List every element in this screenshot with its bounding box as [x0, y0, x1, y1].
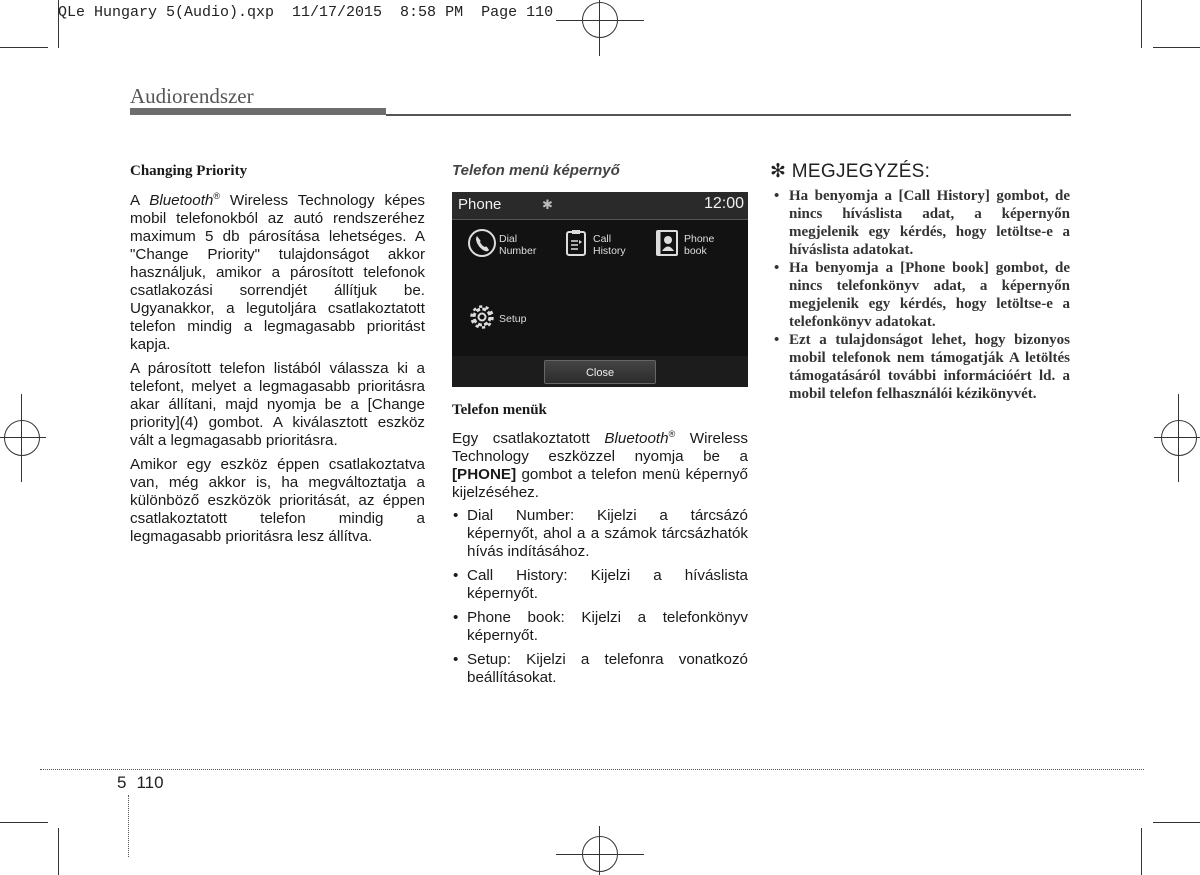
- gear-icon: [467, 302, 497, 332]
- telefon-menuk-heading: Telefon menük: [452, 402, 547, 418]
- list-item: • Call History: Kijelzi a híváslista képernyőt.: [452, 567, 748, 603]
- crop-mark: [1141, 0, 1142, 48]
- phone-book-label: Phone book: [684, 233, 715, 257]
- registration-line: [599, 0, 600, 56]
- crop-mark: [1141, 828, 1142, 875]
- close-button[interactable]: Close: [544, 360, 656, 384]
- chapter-number: 5: [117, 773, 127, 792]
- changing-priority-heading: Changing Priority: [130, 163, 248, 179]
- setup-button[interactable]: [467, 304, 562, 334]
- header-bar: [130, 108, 386, 115]
- bluetooth-icon: ✱: [542, 197, 553, 212]
- footer-divider-vertical: [128, 795, 129, 857]
- phone-menu-screen: [452, 192, 748, 387]
- screen-caption: Telefon menü képernyő: [452, 162, 620, 179]
- list-item: • Phone book: Kijelzi a telefonkönyv képernyőt.: [452, 609, 748, 645]
- list-item: • Dial Number: Kijelzi a tárcsázó képernyőt, ahol a a számok tárcsázhatók hívás indításához.: [452, 507, 748, 561]
- column-middle: [452, 162, 748, 693]
- page-number-value: 110: [136, 773, 164, 792]
- column-left: [130, 162, 425, 552]
- call-history-label: Call History: [593, 233, 626, 257]
- dial-number-button[interactable]: [467, 230, 562, 264]
- note-list: [770, 187, 1070, 403]
- registration-line: [0, 437, 46, 438]
- crop-mark: [58, 828, 59, 875]
- registration-line: [599, 826, 600, 875]
- list-item: • Setup: Kijelzi a telefonra vonatkozó beállításokat.: [452, 651, 748, 687]
- screen-clock: 12:00: [703, 195, 744, 212]
- dial-number-label: Dial Number: [499, 233, 537, 257]
- phone-handset-icon: [467, 228, 497, 258]
- list-item: • Ha benyomja a [Phone book] gombot, de nincs telefonkönyv adat, a képernyőn megjelenik egy kérdés, hogy letöltse-e a telefonkönyv adatokat.: [770, 259, 1070, 331]
- page-number: [117, 773, 164, 793]
- print-file-info: QLe Hungary 5(Audio).qxp 11/17/2015 8:58 PM Page 110: [58, 4, 554, 21]
- paragraph: Amikor egy eszköz éppen csatlakoztatva van, még akkor is, ha megváltoztatja a különböző eszközök prioritását, az éppen csatlakoztatott telefon mindig a legmagasabb prioritásra lesz állítva.: [130, 456, 425, 546]
- registration-line: [556, 854, 644, 855]
- crop-mark: [0, 822, 48, 823]
- call-history-button[interactable]: [564, 230, 654, 264]
- call-history-icon: [565, 229, 587, 257]
- registration-line: [1154, 437, 1200, 438]
- column-right: [770, 160, 1070, 403]
- registration-line: [556, 20, 644, 21]
- screen-title: Phone: [458, 196, 502, 213]
- crop-mark: [0, 47, 48, 48]
- paragraph: A Bluetooth® Wireless Technology képes mobil telefonokból az autó rendszeréhez maximum 5 db párosítása lehetséges. A "Change Priority" tulajdonságot akkor használjuk, amikor a párosított telefonok csatlakozási sorrendjét állítjuk be. Ugyanakkor, a legutoljára csatlakoztatott telefon mindig a legmagasabb prioritást kapja.: [130, 191, 425, 354]
- paragraph: A párosított telefon listából válassza ki a telefont, melyet a legmagasabb prioritásra akar állítani, majd nyomja be a [Change priority](4) gombot. A kiválasztott eszköz vált a legmagasabb prioritásra.: [130, 360, 425, 450]
- screen-status-bar: [452, 192, 748, 220]
- crop-mark: [1153, 822, 1200, 823]
- note-title: ✻ MEGJEGYZÉS:: [770, 161, 931, 182]
- phone-book-icon: [655, 229, 679, 257]
- list-item: • Ezt a tulajdonságot lehet, hogy bizonyos mobil telefonok nem támogatják A letöltés támogatásáról további információért ld. a mobil telefon felhasználói kézikönyvét.: [770, 331, 1070, 403]
- menu-bullet-list: [452, 507, 748, 687]
- list-item: • Ha benyomja a [Call History] gombot, de nincs híváslista adat, a képernyőn megjelenik egy kérdés, hogy letöltse-e a híváslista adatokat.: [770, 187, 1070, 259]
- setup-label: Setup: [499, 313, 527, 325]
- header-rule: [386, 114, 1071, 116]
- section-title: Audiorendszer: [130, 84, 254, 108]
- footer-divider: [40, 769, 1144, 770]
- phone-book-button[interactable]: [655, 230, 745, 264]
- intro-paragraph: Egy csatlakoztatott Bluetooth® Wireless Technology eszközzel nyomja be a [PHONE] gombot a telefon menü képernyő kijelzéséhez.: [452, 429, 748, 502]
- crop-mark: [1153, 47, 1200, 48]
